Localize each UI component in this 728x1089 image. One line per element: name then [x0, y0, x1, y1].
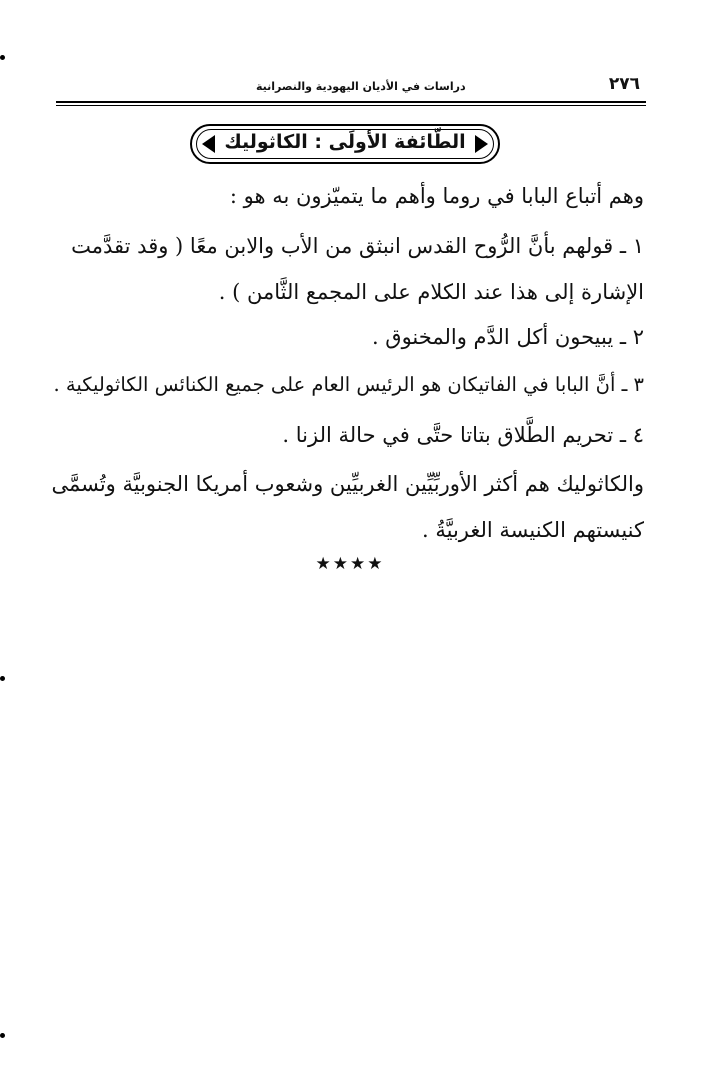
section-title: الطّائفة الأولَى : الكاثوليك	[224, 131, 466, 153]
intro-line: وهم أتباع البابا في روما وأهم ما يتميّزون به هو :	[229, 184, 644, 208]
item-4-line: ٤ ـ تحريم الطَّلاق بتاتا حتَّى في حالة الزنا .	[282, 423, 644, 447]
arrow-right-icon	[475, 135, 488, 153]
running-title: دراسات في الأديان اليهودية والنصرانية	[256, 80, 466, 93]
page-number: ٢٧٦	[608, 74, 640, 94]
scan-speck	[0, 55, 5, 60]
item-1-line-1: ١ ـ قولهم بأنَّ الرُّوح القدس انبثق من الأب والابن معًا ( وقد تقدَّمت	[71, 234, 644, 258]
scan-speck	[0, 1033, 5, 1038]
item-1-line-2: الإشارة إلى هذا عند الكلام على المجمع الثَّامن ) .	[218, 280, 644, 304]
item-3-line: ٣ ـ أنَّ البابا في الفاتيكان هو الرئيس العام على جميع الكنائس الكاثوليكية .	[53, 373, 644, 396]
section-banner	[190, 124, 500, 164]
closing-line-2: كنيستهم الكنيسة الغربيَّةُ .	[422, 518, 644, 542]
arrow-left-icon	[202, 135, 215, 153]
header-rule	[56, 101, 646, 106]
scan-speck	[0, 676, 5, 681]
section-separator: ★★★★	[315, 554, 385, 574]
page-header	[56, 74, 646, 100]
item-2-line: ٢ ـ يبيحون أكل الدَّم والمخنوق .	[371, 325, 644, 349]
closing-line-1: والكاثوليك هم أكثر الأوربِّيِّين الغربيِّين وشعوب أمريكا الجنوبيَّة وتُسمَّى	[51, 472, 644, 496]
